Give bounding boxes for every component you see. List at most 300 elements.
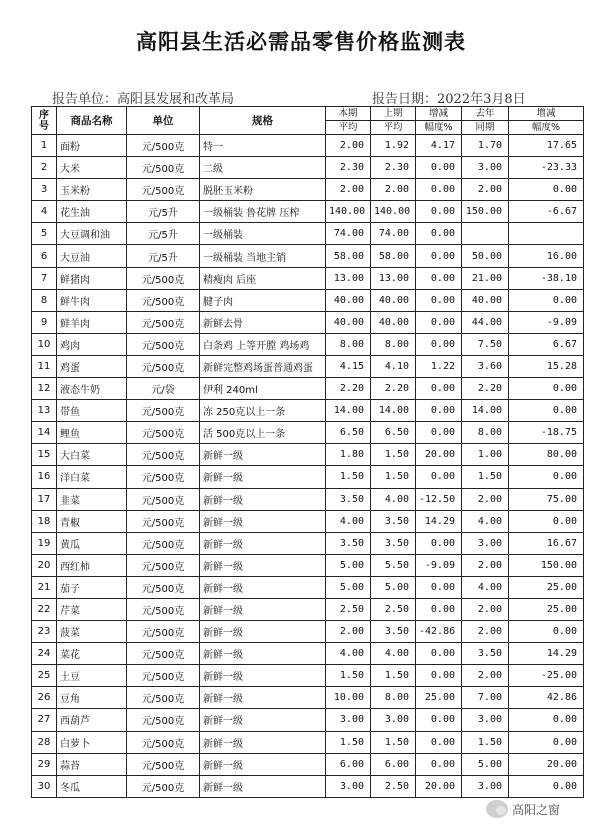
cell-seq: 7 bbox=[32, 267, 57, 289]
cell-unit: 元/5升 bbox=[127, 201, 200, 223]
cell-unit: 元/5升 bbox=[127, 245, 200, 267]
cell-spec: 新鲜一级 bbox=[200, 532, 326, 554]
cell-spec: 冻 250克以上一条 bbox=[200, 400, 326, 422]
cell-this-period: 1.50 bbox=[326, 731, 371, 753]
cell-change-1: 0.00 bbox=[416, 422, 462, 444]
cell-seq: 24 bbox=[32, 643, 57, 665]
cell-change-2: -9.09 bbox=[509, 311, 584, 333]
cell-spec: 一级桶装 鲁花牌 压榨 bbox=[200, 201, 326, 223]
table-row bbox=[32, 422, 584, 444]
cell-last-period: 3.50 bbox=[371, 532, 416, 554]
cell-this-period: 5.00 bbox=[326, 576, 371, 598]
cell-unit: 元/500克 bbox=[127, 422, 200, 444]
table-row bbox=[32, 289, 584, 311]
cell-spec: 新鲜一级 bbox=[200, 466, 326, 488]
cell-change-1: -12.50 bbox=[416, 488, 462, 510]
cell-this-period: 2.20 bbox=[326, 378, 371, 400]
cell-last-period: 2.50 bbox=[371, 598, 416, 620]
cell-spec: 精瘦肉 后座 bbox=[200, 267, 326, 289]
cell-change-2: 42.86 bbox=[509, 687, 584, 709]
cell-last-period: 4.00 bbox=[371, 488, 416, 510]
table-row bbox=[32, 157, 584, 179]
cell-last-period: 5.50 bbox=[371, 554, 416, 576]
table-row bbox=[32, 687, 584, 709]
cell-seq: 14 bbox=[32, 422, 57, 444]
cell-seq: 28 bbox=[32, 731, 57, 753]
cell-seq: 6 bbox=[32, 245, 57, 267]
cell-last-period: 140.00 bbox=[371, 201, 416, 223]
cell-unit: 元/500克 bbox=[127, 731, 200, 753]
cell-change-2: 0.00 bbox=[509, 510, 584, 532]
cell-last-year: 2.00 bbox=[462, 554, 509, 576]
cell-spec: 白条鸡 上等开膛 鸡场鸡 bbox=[200, 333, 326, 355]
cell-this-period: 2.50 bbox=[326, 598, 371, 620]
cell-spec: 新鲜一级 bbox=[200, 598, 326, 620]
watermark-text: 高阳之窗 bbox=[512, 802, 561, 817]
cell-change-2: -18.75 bbox=[509, 422, 584, 444]
cell-change-1: 0.00 bbox=[416, 179, 462, 201]
cell-this-period: 6.50 bbox=[326, 422, 371, 444]
cell-unit: 元/500克 bbox=[127, 488, 200, 510]
cell-change-2: 25.00 bbox=[509, 576, 584, 598]
cell-change-1: 0.00 bbox=[416, 311, 462, 333]
header-change-1: 增减 bbox=[416, 107, 462, 121]
cell-unit: 元/500克 bbox=[127, 444, 200, 466]
cell-last-year: 4.00 bbox=[462, 510, 509, 532]
cell-spec: 一级桶装 bbox=[200, 223, 326, 245]
cell-seq: 21 bbox=[32, 576, 57, 598]
cell-last-year bbox=[462, 223, 509, 245]
cell-last-period: 1.50 bbox=[371, 731, 416, 753]
cell-last-year: 2.20 bbox=[462, 378, 509, 400]
cell-name: 西红柿 bbox=[57, 554, 127, 576]
cell-this-period: 40.00 bbox=[326, 289, 371, 311]
cell-last-year: 4.00 bbox=[462, 576, 509, 598]
cell-unit: 元/500克 bbox=[127, 665, 200, 687]
cell-last-year: 14.00 bbox=[462, 400, 509, 422]
cell-last-period: 3.50 bbox=[371, 621, 416, 643]
header-change-1-pct: 幅度% bbox=[416, 121, 462, 135]
cell-change-2: 16.67 bbox=[509, 532, 584, 554]
cell-spec: 活 500克以上一条 bbox=[200, 422, 326, 444]
table-row bbox=[32, 665, 584, 687]
cell-seq: 18 bbox=[32, 510, 57, 532]
table-row bbox=[32, 378, 584, 400]
cell-change-1: 0.00 bbox=[416, 598, 462, 620]
cell-this-period: 140.00 bbox=[326, 201, 371, 223]
cell-spec: 新鲜完整鸡场蛋普通鸡蛋 bbox=[200, 355, 326, 377]
cell-last-period: 6.50 bbox=[371, 422, 416, 444]
cell-name: 韭菜 bbox=[57, 488, 127, 510]
cell-this-period: 4.00 bbox=[326, 643, 371, 665]
table-row bbox=[32, 532, 584, 554]
cell-this-period: 5.00 bbox=[326, 554, 371, 576]
cell-spec: 新鲜一级 bbox=[200, 621, 326, 643]
cell-this-period: 3.50 bbox=[326, 488, 371, 510]
cell-name: 花生油 bbox=[57, 201, 127, 223]
cell-unit: 元/500克 bbox=[127, 532, 200, 554]
cell-name: 液态牛奶 bbox=[57, 378, 127, 400]
cell-last-year: 2.00 bbox=[462, 665, 509, 687]
cell-change-2: -25.00 bbox=[509, 665, 584, 687]
cell-name: 菜花 bbox=[57, 643, 127, 665]
cell-this-period: 1.50 bbox=[326, 466, 371, 488]
cell-change-1: 0.00 bbox=[416, 576, 462, 598]
cell-this-period: 13.00 bbox=[326, 267, 371, 289]
cell-change-2 bbox=[509, 223, 584, 245]
header-last-year-same: 同期 bbox=[462, 121, 509, 135]
cell-last-period: 40.00 bbox=[371, 311, 416, 333]
cell-last-year: 40.00 bbox=[462, 289, 509, 311]
cell-spec: 新鲜一级 bbox=[200, 488, 326, 510]
cell-change-1: 0.00 bbox=[416, 532, 462, 554]
cell-unit: 元/500克 bbox=[127, 157, 200, 179]
cell-unit: 元/500克 bbox=[127, 643, 200, 665]
cell-last-period: 40.00 bbox=[371, 289, 416, 311]
table-row bbox=[32, 598, 584, 620]
cell-unit: 元/500克 bbox=[127, 554, 200, 576]
cell-seq: 19 bbox=[32, 532, 57, 554]
cell-name: 鲜猪肉 bbox=[57, 267, 127, 289]
cell-unit: 元/5升 bbox=[127, 223, 200, 245]
cell-change-1: 0.00 bbox=[416, 333, 462, 355]
cell-name: 茄子 bbox=[57, 576, 127, 598]
cell-change-1: 0.00 bbox=[416, 643, 462, 665]
cell-seq: 13 bbox=[32, 400, 57, 422]
cell-unit: 元/500克 bbox=[127, 709, 200, 731]
cell-change-1: 0.00 bbox=[416, 665, 462, 687]
cell-name: 芹菜 bbox=[57, 598, 127, 620]
cell-last-year: 1.70 bbox=[462, 135, 509, 157]
cell-change-2: 80.00 bbox=[509, 444, 584, 466]
cell-name: 大豆调和油 bbox=[57, 223, 127, 245]
cell-last-year: 1.00 bbox=[462, 444, 509, 466]
cell-unit: 元/500克 bbox=[127, 621, 200, 643]
cell-name: 鸡蛋 bbox=[57, 355, 127, 377]
table-row bbox=[32, 466, 584, 488]
cell-last-year: 50.00 bbox=[462, 245, 509, 267]
table-row bbox=[32, 510, 584, 532]
cell-name: 蒜苔 bbox=[57, 753, 127, 775]
cell-name: 大白菜 bbox=[57, 444, 127, 466]
cell-last-period: 8.00 bbox=[371, 687, 416, 709]
cell-this-period: 4.15 bbox=[326, 355, 371, 377]
cell-change-2: 75.00 bbox=[509, 488, 584, 510]
cell-seq: 29 bbox=[32, 753, 57, 775]
report-date: 报告日期：2022年3月8日 bbox=[372, 92, 526, 107]
table-row bbox=[32, 201, 584, 223]
cell-change-1: -9.09 bbox=[416, 554, 462, 576]
cell-last-period: 5.00 bbox=[371, 576, 416, 598]
cell-last-year: 3.60 bbox=[462, 355, 509, 377]
cell-this-period: 2.00 bbox=[326, 135, 371, 157]
cell-change-2: 15.28 bbox=[509, 355, 584, 377]
cell-this-period: 3.50 bbox=[326, 532, 371, 554]
page-title: 高阳县生活必需品零售价格监测表 bbox=[136, 30, 466, 54]
cell-last-period: 4.00 bbox=[371, 643, 416, 665]
cell-last-period: 2.20 bbox=[371, 378, 416, 400]
cell-last-period: 14.00 bbox=[371, 400, 416, 422]
table-row bbox=[32, 554, 584, 576]
cell-this-period: 40.00 bbox=[326, 311, 371, 333]
table-row bbox=[32, 753, 584, 775]
header-change-2: 增减 bbox=[509, 107, 584, 121]
table-row bbox=[32, 135, 584, 157]
cell-this-period: 10.00 bbox=[326, 687, 371, 709]
cell-change-2: 0.00 bbox=[509, 731, 584, 753]
table-row bbox=[32, 643, 584, 665]
cell-spec: 新鲜一级 bbox=[200, 576, 326, 598]
cell-last-year: 7.00 bbox=[462, 687, 509, 709]
report-unit: 报告单位：高阳县发展和改革局 bbox=[52, 92, 235, 107]
cell-change-1: 0.00 bbox=[416, 267, 462, 289]
cell-last-year: 150.00 bbox=[462, 201, 509, 223]
header-last-year: 去年 bbox=[462, 107, 509, 121]
cell-unit: 元/500克 bbox=[127, 355, 200, 377]
cell-seq: 30 bbox=[32, 775, 57, 797]
cell-name: 菠菜 bbox=[57, 621, 127, 643]
cell-name: 玉米粉 bbox=[57, 179, 127, 201]
cell-change-1: 1.22 bbox=[416, 355, 462, 377]
cell-spec: 新鲜一级 bbox=[200, 775, 326, 797]
table-row bbox=[32, 333, 584, 355]
cell-name: 洋白菜 bbox=[57, 466, 127, 488]
cell-spec: 腱子肉 bbox=[200, 289, 326, 311]
cell-seq: 26 bbox=[32, 687, 57, 709]
cell-change-1: 0.00 bbox=[416, 201, 462, 223]
header-last-period-avg: 平均 bbox=[371, 121, 416, 135]
cell-spec: 新鲜一级 bbox=[200, 687, 326, 709]
table-row bbox=[32, 709, 584, 731]
cell-unit: 元/500克 bbox=[127, 576, 200, 598]
cell-name: 面粉 bbox=[57, 135, 127, 157]
cell-change-1: 14.29 bbox=[416, 510, 462, 532]
cell-change-1: 0.00 bbox=[416, 466, 462, 488]
cell-unit: 元/500克 bbox=[127, 466, 200, 488]
cell-spec: 脱胚玉米粉 bbox=[200, 179, 326, 201]
table-row bbox=[32, 488, 584, 510]
header-name: 商品名称 bbox=[57, 107, 127, 135]
cell-change-1: -42.86 bbox=[416, 621, 462, 643]
cell-last-period: 2.30 bbox=[371, 157, 416, 179]
cell-last-period: 8.00 bbox=[371, 333, 416, 355]
cell-unit: 元/袋 bbox=[127, 378, 200, 400]
cell-change-2: 0.00 bbox=[509, 400, 584, 422]
header-this-period-avg: 平均 bbox=[326, 121, 371, 135]
cell-change-2: 0.00 bbox=[509, 466, 584, 488]
cell-this-period: 8.00 bbox=[326, 333, 371, 355]
cell-last-period: 6.00 bbox=[371, 753, 416, 775]
cell-name: 带鱼 bbox=[57, 400, 127, 422]
cell-seq: 4 bbox=[32, 201, 57, 223]
cell-change-2: 0.00 bbox=[509, 378, 584, 400]
cell-last-year: 8.00 bbox=[462, 422, 509, 444]
header-seq: 序号 bbox=[32, 107, 57, 135]
cell-change-1: 20.00 bbox=[416, 444, 462, 466]
cell-this-period: 2.00 bbox=[326, 179, 371, 201]
cell-change-2: 25.00 bbox=[509, 598, 584, 620]
cell-seq: 22 bbox=[32, 598, 57, 620]
cell-last-year: 3.00 bbox=[462, 532, 509, 554]
cell-last-year: 3.50 bbox=[462, 643, 509, 665]
table-row bbox=[32, 223, 584, 245]
cell-change-1: 20.00 bbox=[416, 775, 462, 797]
cell-change-2: -6.67 bbox=[509, 201, 584, 223]
table-row bbox=[32, 775, 584, 797]
cell-name: 土豆 bbox=[57, 665, 127, 687]
cell-name: 大米 bbox=[57, 157, 127, 179]
cell-change-2: -23.33 bbox=[509, 157, 584, 179]
cell-last-year: 44.00 bbox=[462, 311, 509, 333]
table-row bbox=[32, 245, 584, 267]
cell-name: 西葫芦 bbox=[57, 709, 127, 731]
table-row bbox=[32, 444, 584, 466]
cell-this-period: 1.80 bbox=[326, 444, 371, 466]
cell-change-1: 0.00 bbox=[416, 223, 462, 245]
cell-seq: 10 bbox=[32, 333, 57, 355]
cell-seq: 1 bbox=[32, 135, 57, 157]
table-row bbox=[32, 400, 584, 422]
cell-name: 鸡肉 bbox=[57, 333, 127, 355]
cell-name: 白萝卜 bbox=[57, 731, 127, 753]
table-row bbox=[32, 731, 584, 753]
cell-this-period: 3.00 bbox=[326, 709, 371, 731]
price-table bbox=[31, 106, 584, 798]
cell-seq: 11 bbox=[32, 355, 57, 377]
cell-last-year: 3.00 bbox=[462, 775, 509, 797]
cell-name: 黄瓜 bbox=[57, 532, 127, 554]
cell-last-period: 13.00 bbox=[371, 267, 416, 289]
cell-last-year: 2.00 bbox=[462, 488, 509, 510]
cell-seq: 16 bbox=[32, 466, 57, 488]
cell-last-year: 2.00 bbox=[462, 179, 509, 201]
cell-unit: 元/500克 bbox=[127, 311, 200, 333]
cell-change-2: 16.00 bbox=[509, 245, 584, 267]
cell-spec: 新鲜一级 bbox=[200, 510, 326, 532]
cell-spec: 新鲜一级 bbox=[200, 554, 326, 576]
table-row bbox=[32, 311, 584, 333]
cell-spec: 二级 bbox=[200, 157, 326, 179]
cell-change-2: 0.00 bbox=[509, 289, 584, 311]
cell-change-2: 150.00 bbox=[509, 554, 584, 576]
cell-change-2: 0.00 bbox=[509, 621, 584, 643]
watermark bbox=[486, 800, 560, 818]
cell-change-1: 0.00 bbox=[416, 753, 462, 775]
cell-change-1: 0.00 bbox=[416, 289, 462, 311]
cell-change-1: 0.00 bbox=[416, 400, 462, 422]
cell-change-1: 4.17 bbox=[416, 135, 462, 157]
cell-unit: 元/500克 bbox=[127, 179, 200, 201]
cell-seq: 17 bbox=[32, 488, 57, 510]
cell-seq: 3 bbox=[32, 179, 57, 201]
cell-unit: 元/500克 bbox=[127, 753, 200, 775]
cell-change-2: 6.67 bbox=[509, 333, 584, 355]
header-last-period: 上期 bbox=[371, 107, 416, 121]
table-row bbox=[32, 179, 584, 201]
cell-change-1: 0.00 bbox=[416, 378, 462, 400]
cell-unit: 元/500克 bbox=[127, 598, 200, 620]
cell-unit: 元/500克 bbox=[127, 267, 200, 289]
cell-last-year: 2.00 bbox=[462, 598, 509, 620]
cell-spec: 特一 bbox=[200, 135, 326, 157]
cell-unit: 元/500克 bbox=[127, 510, 200, 532]
cell-change-2: 0.00 bbox=[509, 775, 584, 797]
cell-unit: 元/500克 bbox=[127, 333, 200, 355]
table-row bbox=[32, 576, 584, 598]
header-change-2-pct: 幅度% bbox=[509, 121, 584, 135]
cell-last-year: 3.00 bbox=[462, 157, 509, 179]
cell-change-1: 0.00 bbox=[416, 709, 462, 731]
cell-last-year: 2.00 bbox=[462, 621, 509, 643]
cell-spec: 新鲜一级 bbox=[200, 753, 326, 775]
cell-unit: 元/500克 bbox=[127, 687, 200, 709]
table-row bbox=[32, 621, 584, 643]
cell-spec: 新鲜一级 bbox=[200, 444, 326, 466]
cell-seq: 25 bbox=[32, 665, 57, 687]
cell-change-2: 14.29 bbox=[509, 643, 584, 665]
cell-this-period: 1.50 bbox=[326, 665, 371, 687]
cell-seq: 15 bbox=[32, 444, 57, 466]
cell-this-period: 2.30 bbox=[326, 157, 371, 179]
cell-unit: 元/500克 bbox=[127, 135, 200, 157]
cell-last-period: 1.50 bbox=[371, 665, 416, 687]
wechat-icon bbox=[486, 800, 508, 818]
cell-change-2: 17.65 bbox=[509, 135, 584, 157]
cell-name: 大豆油 bbox=[57, 245, 127, 267]
cell-last-year: 21.00 bbox=[462, 267, 509, 289]
cell-last-period: 3.50 bbox=[371, 510, 416, 532]
cell-change-2: 0.00 bbox=[509, 179, 584, 201]
cell-this-period: 4.00 bbox=[326, 510, 371, 532]
cell-change-1: 25.00 bbox=[416, 687, 462, 709]
cell-name: 鲤鱼 bbox=[57, 422, 127, 444]
cell-this-period: 74.00 bbox=[326, 223, 371, 245]
cell-last-period: 1.50 bbox=[371, 466, 416, 488]
cell-change-1: 0.00 bbox=[416, 157, 462, 179]
cell-last-period: 4.10 bbox=[371, 355, 416, 377]
cell-this-period: 3.00 bbox=[326, 775, 371, 797]
cell-last-year: 3.00 bbox=[462, 709, 509, 731]
cell-seq: 5 bbox=[32, 223, 57, 245]
cell-spec: 新鲜去骨 bbox=[200, 311, 326, 333]
cell-spec: 伊利 240ml bbox=[200, 378, 326, 400]
cell-spec: 一级桶装 当地主销 bbox=[200, 245, 326, 267]
cell-name: 鲜牛肉 bbox=[57, 289, 127, 311]
cell-name: 冬瓜 bbox=[57, 775, 127, 797]
cell-this-period: 14.00 bbox=[326, 400, 371, 422]
cell-this-period: 2.00 bbox=[326, 621, 371, 643]
cell-spec: 新鲜一级 bbox=[200, 709, 326, 731]
cell-this-period: 58.00 bbox=[326, 245, 371, 267]
header-spec: 规格 bbox=[200, 107, 326, 135]
cell-seq: 23 bbox=[32, 621, 57, 643]
table-body bbox=[32, 135, 584, 798]
cell-last-period: 3.00 bbox=[371, 709, 416, 731]
cell-last-year: 1.50 bbox=[462, 731, 509, 753]
cell-spec: 新鲜一级 bbox=[200, 665, 326, 687]
cell-last-year: 1.50 bbox=[462, 466, 509, 488]
cell-last-period: 2.00 bbox=[371, 179, 416, 201]
cell-change-2: -38.10 bbox=[509, 267, 584, 289]
cell-name: 青椒 bbox=[57, 510, 127, 532]
table-row bbox=[32, 267, 584, 289]
header-unit: 单位 bbox=[127, 107, 200, 135]
cell-spec: 新鲜一级 bbox=[200, 643, 326, 665]
cell-unit: 元/500克 bbox=[127, 289, 200, 311]
cell-name: 豆角 bbox=[57, 687, 127, 709]
cell-seq: 8 bbox=[32, 289, 57, 311]
cell-last-period: 58.00 bbox=[371, 245, 416, 267]
